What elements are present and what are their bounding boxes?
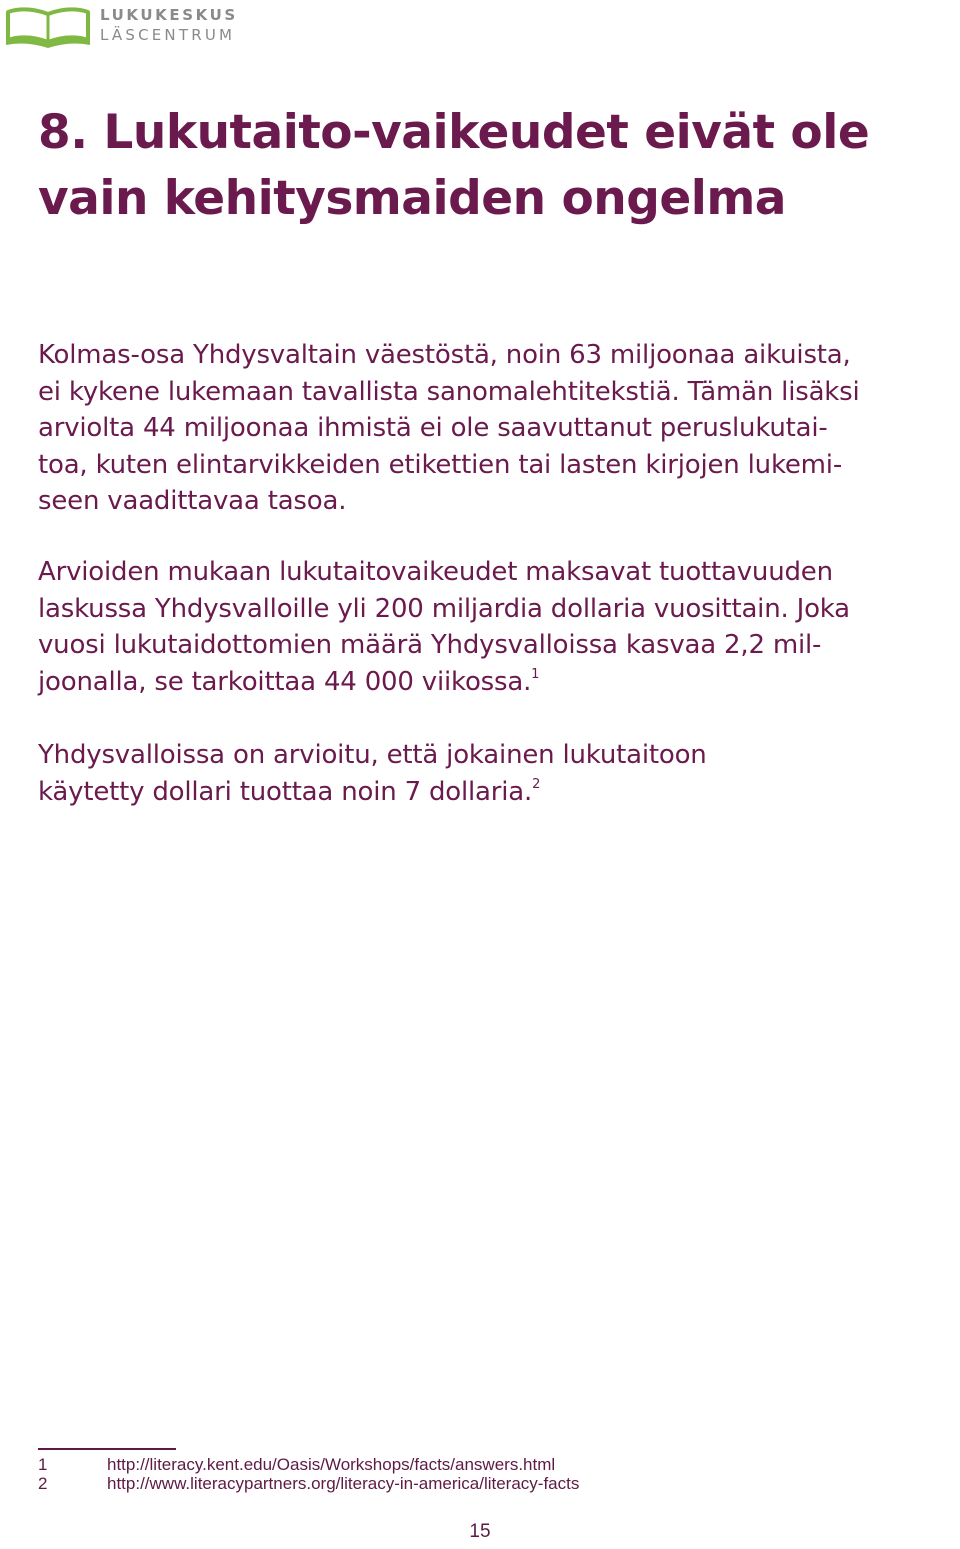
- paragraph-line: Kolmas-osa Yhdysvaltain väestöstä, noin 63 miljoonaa aikuista,: [38, 340, 851, 370]
- footnote-item: [38, 1474, 938, 1494]
- footnote-ref: 2: [532, 776, 541, 792]
- logo-name-finnish: LUKUKESKUS: [100, 6, 238, 24]
- paragraph-line: Arvioiden mukaan lukutaitovaikeudet maksavat tuottavuuden: [38, 557, 833, 587]
- paragraph-us-literacy: [38, 337, 958, 520]
- footnote-number: 1: [38, 1455, 48, 1474]
- paragraph-line: Yhdysvalloissa on arvioitu, että jokainen lukutaitoon: [38, 740, 707, 770]
- logo-text: [100, 8, 238, 43]
- logo-name-swedish: LÄSCENTRUM: [100, 26, 236, 44]
- footnote-divider: [38, 1448, 176, 1450]
- footnote-link[interactable]: http://www.literacypartners.org/literacy-in-america/literacy-facts: [107, 1474, 580, 1493]
- logo: [4, 2, 244, 50]
- paragraph-return-on-investment: [38, 737, 958, 810]
- footnote-number: 2: [38, 1474, 48, 1493]
- page-title-line: vain kehitysmaiden ongelma: [38, 171, 787, 226]
- page-title-line: 8. Lukutaito-vaikeudet eivät ole: [38, 105, 870, 160]
- open-book-icon: [4, 4, 92, 48]
- paragraph-line: seen vaadittavaa tasoa.: [38, 486, 347, 516]
- paragraph-line: toa, kuten elintarvikkeiden etikettien tai lasten kirjojen lukemi-: [38, 449, 842, 480]
- paragraph-line: ei kykene lukemaan tavallista sanomalehtitekstiä. Tämän lisäksi: [38, 376, 860, 407]
- paragraph-line-text: käytetty dollari tuottaa noin 7 dollaria.: [38, 776, 533, 807]
- page-title: [38, 100, 938, 232]
- paragraph-line: vuosi lukutaidottomien määrä Yhdysvalloissa kasvaa 2,2 mil-: [38, 630, 822, 660]
- footnote-link[interactable]: http://literacy.kent.edu/Oasis/Workshops/facts/answers.html: [107, 1455, 556, 1474]
- paragraph-line: arviolta 44 miljoonaa ihmistä ei ole saavuttanut peruslukutai-: [38, 413, 828, 443]
- paragraph-productivity-cost: [38, 554, 958, 700]
- footnote-ref: 1: [531, 666, 540, 682]
- paragraph-line: laskussa Yhdysvalloille yli 200 miljardia dollaria vuosittain. Joka: [38, 593, 850, 624]
- paragraph-line: [38, 664, 958, 701]
- footnote-item: [38, 1455, 938, 1475]
- paragraph-line: [38, 774, 958, 811]
- page-number: 15: [469, 1521, 491, 1542]
- paragraph-line-text: joonalla, se tarkoittaa 44 000 viikossa.: [38, 666, 532, 697]
